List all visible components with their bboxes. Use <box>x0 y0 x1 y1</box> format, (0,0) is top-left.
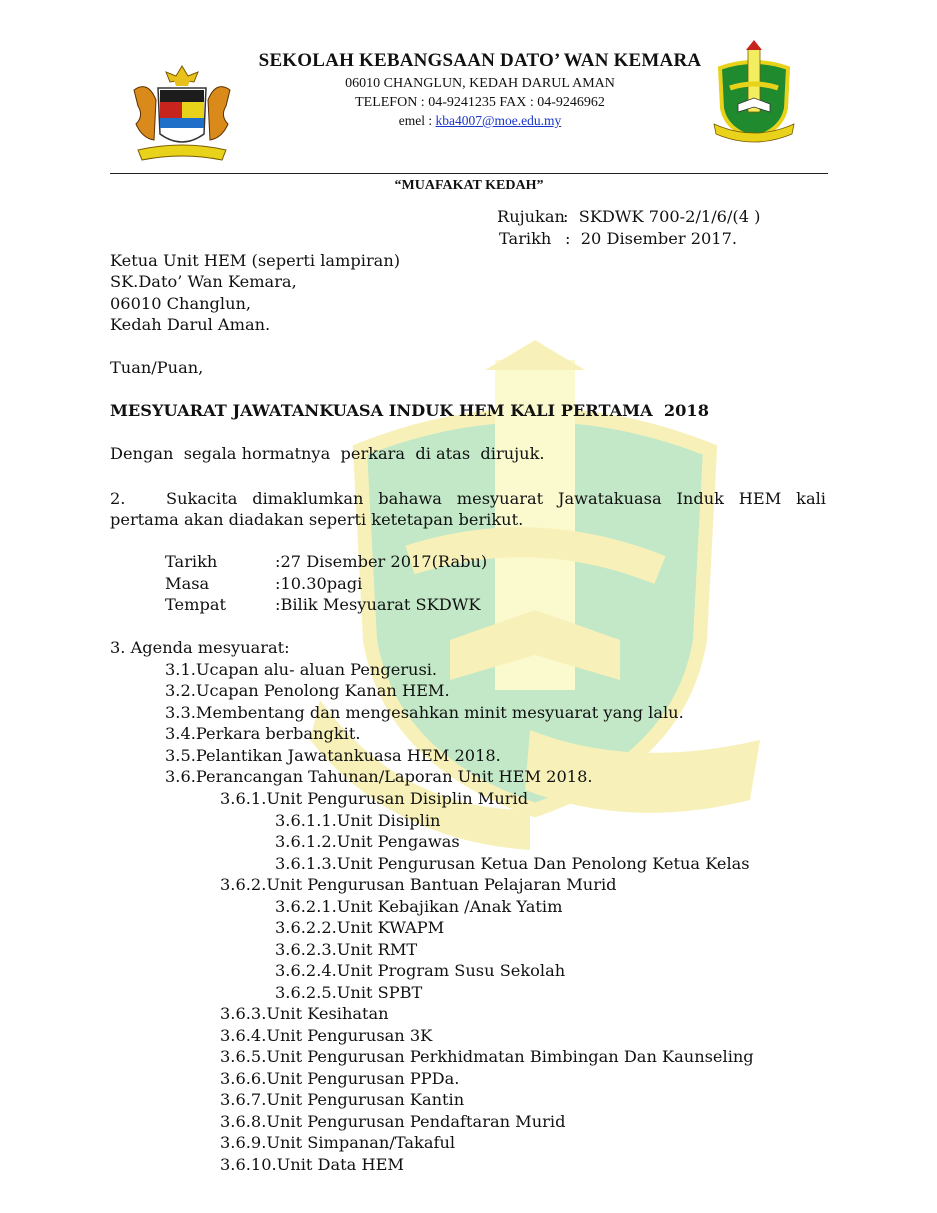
paragraph-2-text: Sukacita dimaklumkan bahawa mesyuarat Jawatakuasa Induk HEM kali pertama akan diadakan seperti ketetapan berikut. <box>110 489 826 529</box>
detail-label: Tarikh <box>165 552 218 571</box>
agenda-subitem: 3.6.9.Unit Simpanan/Takaful <box>220 1133 456 1152</box>
agenda-item: 3.5.Pelantikan Jawatankuasa HEM 2018. <box>165 746 501 765</box>
paragraph-2 <box>110 488 826 530</box>
agenda-subsubitem: 3.6.1.3.Unit Pengurusan Ketua Dan Penolong Ketua Kelas <box>275 854 750 873</box>
detail-value: :10.30pagi <box>275 574 363 593</box>
agenda-subsubitem: 3.6.2.3.Unit RMT <box>275 940 418 959</box>
detail-tempat <box>165 595 480 615</box>
agenda-item: 3.4.Perkara berbangkit. <box>165 724 361 743</box>
agenda-subitem: 3.6.3.Unit Kesihatan <box>220 1004 389 1023</box>
detail-masa <box>165 574 362 594</box>
agenda-heading: 3. Agenda mesyuarat: <box>110 638 290 657</box>
recipient-line: Ketua Unit HEM (seperti lampiran) <box>110 251 401 270</box>
detail-value: :Bilik Mesyuarat SKDWK <box>275 595 481 614</box>
detail-label: Tempat <box>165 595 226 614</box>
school-name: SEKOLAH KEBANGSAAN DATO’ WAN KEMARA <box>258 50 702 71</box>
salutation: Tuan/Puan, <box>110 358 204 377</box>
agenda-subitem: 3.6.6.Unit Pengurusan PPDa. <box>220 1069 460 1088</box>
coat-of-arms-icon <box>124 60 240 170</box>
agenda-subsubitem: 3.6.2.2.Unit KWAPM <box>275 918 445 937</box>
agenda-subitem: 3.6.1.Unit Pengurusan Disiplin Murid <box>220 789 529 808</box>
school-phone-fax: TELEFON : 04-9241235 FAX : 04-9246962 <box>355 95 605 110</box>
agenda-subsubitem: 3.6.1.1.Unit Disiplin <box>275 811 441 830</box>
agenda-subsubitem: 3.6.2.1.Unit Kebajikan /Anak Yatim <box>275 897 563 916</box>
motto: “MUAFAKAT KEDAH” <box>394 178 544 193</box>
rujukan-label: Rujukan <box>497 207 565 226</box>
agenda-subitem: 3.6.8.Unit Pengurusan Pendaftaran Murid <box>220 1112 566 1131</box>
detail-tarikh <box>165 552 487 572</box>
recipient-line: 06010 Changlun, <box>110 294 252 313</box>
paragraph-1: Dengan segala hormatnya perkara di atas dirujuk. <box>110 444 545 463</box>
paragraph-2-number: 2. <box>110 489 126 508</box>
letter-subject: MESYUARAT JAWATANKUASA INDUK HEM KALI PERTAMA 2018 <box>110 401 709 420</box>
agenda-subsubitem: 3.6.2.5.Unit SPBT <box>275 983 423 1002</box>
header-divider <box>110 173 828 174</box>
agenda-subitem: 3.6.2.Unit Pengurusan Bantuan Pelajaran Murid <box>220 875 617 894</box>
school-crest-icon <box>712 38 796 150</box>
school-email-line <box>240 113 720 129</box>
reference-rujukan: Rujukan: SKDWK 700-2/1/6/(4 ) <box>497 207 761 226</box>
reference-tarikh: Tarikh : 20 Disember 2017. <box>499 229 738 248</box>
agenda-subsubitem: 3.6.2.4.Unit Program Susu Sekolah <box>275 961 566 980</box>
recipient-line: Kedah Darul Aman. <box>110 315 271 334</box>
agenda-item: 3.2.Ucapan Penolong Kanan HEM. <box>165 681 450 700</box>
email-link[interactable]: kba4007@moe.edu.my <box>435 113 562 128</box>
agenda-subitem: 3.6.4.Unit Pengurusan 3K <box>220 1026 433 1045</box>
agenda-subitem: 3.6.7.Unit Pengurusan Kantin <box>220 1090 465 1109</box>
recipient-line: SK.Dato’ Wan Kemara, <box>110 272 297 291</box>
agenda-subitem: 3.6.5.Unit Pengurusan Perkhidmatan Bimbingan Dan Kaunseling <box>220 1047 754 1066</box>
agenda-subsubitem: 3.6.1.2.Unit Pengawas <box>275 832 460 851</box>
agenda-item: 3.3.Membentang dan mengesahkan minit mesyuarat yang lalu. <box>165 703 684 722</box>
rujukan-value: SKDWK 700-2/1/6/(4 ) <box>578 207 761 226</box>
email-label: emel : <box>398 113 436 128</box>
agenda-subitem: 3.6.10.Unit Data HEM <box>220 1155 404 1174</box>
tarikh-label: Tarikh <box>499 229 552 248</box>
agenda-item: 3.1.Ucapan alu- aluan Pengerusi. <box>165 660 438 679</box>
tarikh-value: 20 Disember 2017. <box>580 229 738 248</box>
agenda-item: 3.6.Perancangan Tahunan/Laporan Unit HEM 2018. <box>165 767 593 786</box>
school-address: 06010 CHANGLUN, KEDAH DARUL AMAN <box>345 76 615 91</box>
detail-label: Masa <box>165 574 210 593</box>
detail-value: :27 Disember 2017(Rabu) <box>275 552 488 571</box>
